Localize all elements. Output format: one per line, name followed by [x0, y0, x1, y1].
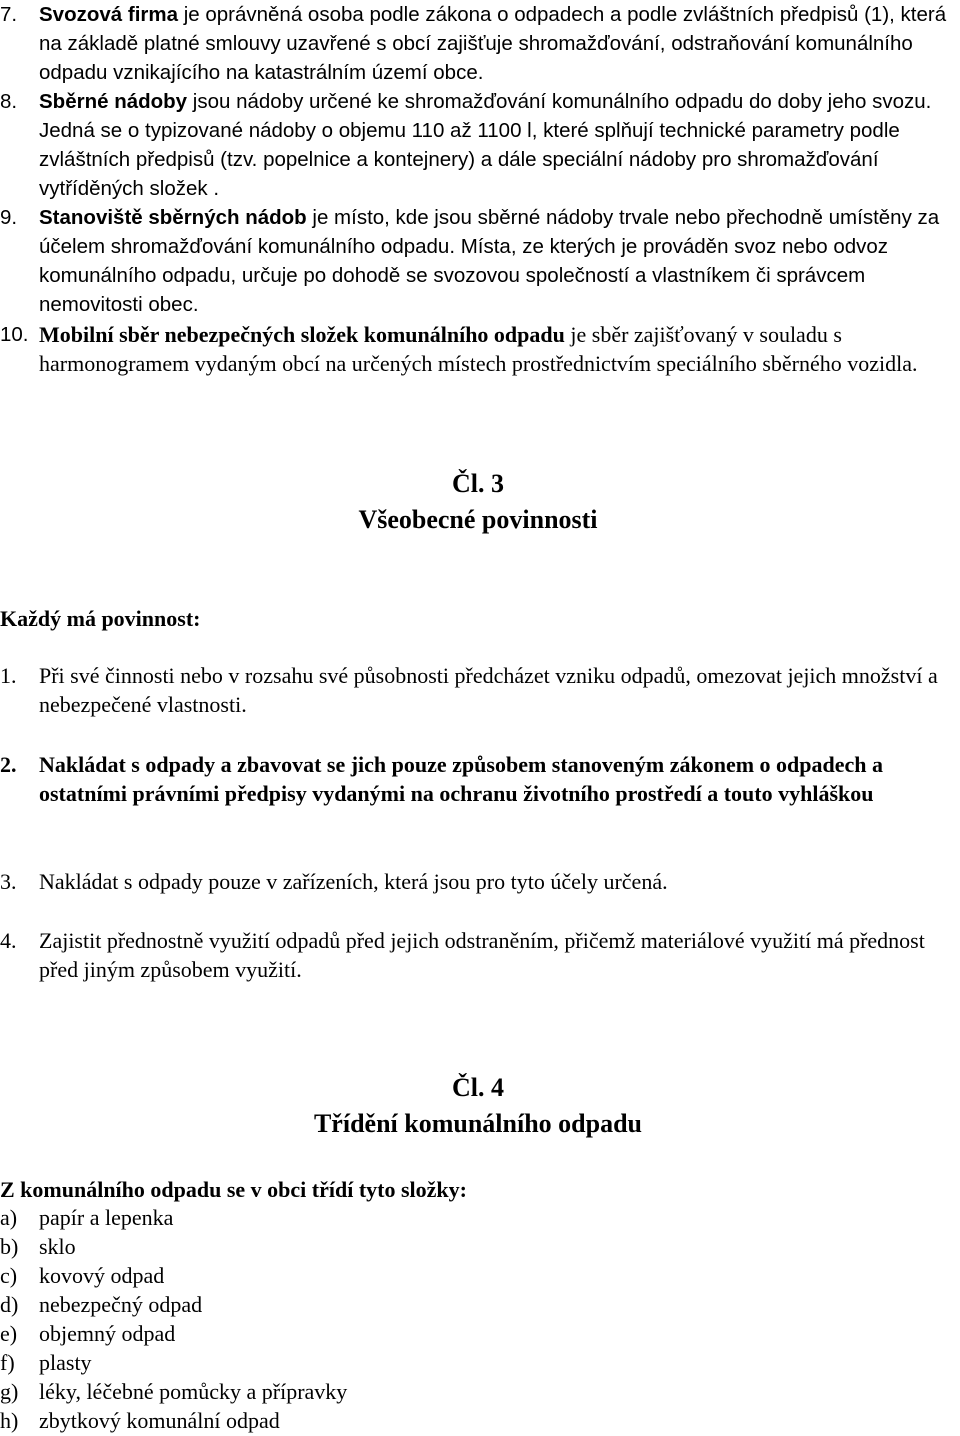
list-item: [0, 1290, 956, 1319]
duty-number: 2.: [0, 752, 17, 777]
list-text: plasty: [39, 1350, 92, 1375]
list-item: [0, 1348, 956, 1377]
subheading-text: Z komunálního odpadu se v obci třídí tyto složky:: [0, 1177, 467, 1202]
list-text: nebezpečný odpad: [39, 1292, 203, 1317]
definition-text: je sběr zajišťovaný v souladu s harmonogramem vydaným obcí na určených místech prostřednictvím speciálního sběrného vozidla.: [39, 322, 918, 376]
definition-7: [0, 0, 956, 87]
definition-9: [0, 203, 956, 319]
definition-number: 8.: [0, 90, 18, 113]
article-4-number: Čl. 4: [452, 1073, 504, 1102]
duty-2: [0, 750, 956, 808]
list-item: [0, 1319, 956, 1348]
article-3-number: Čl. 3: [452, 469, 504, 498]
list-letter: g): [0, 1379, 19, 1404]
definition-10: [0, 320, 956, 378]
list-item: [0, 1232, 956, 1261]
list-letter: d): [0, 1292, 19, 1317]
article-3-subheading: [0, 604, 956, 633]
list-letter: c): [0, 1263, 18, 1288]
list-item: [0, 1261, 956, 1290]
list-item: [0, 1406, 956, 1435]
list-text: sklo: [39, 1234, 76, 1259]
article-3-title: Všeobecné povinnosti: [358, 505, 598, 534]
list-text: objemný odpad: [39, 1321, 176, 1346]
article-4-title: Třídění komunálního odpadu: [313, 1109, 643, 1138]
definition-term: Sběrné nádoby: [39, 90, 188, 113]
duty-number: 3.: [0, 869, 17, 894]
definition-8: [0, 87, 956, 203]
duty-number: 4.: [0, 928, 17, 953]
list-item: [0, 1203, 956, 1232]
list-letter: e): [0, 1321, 18, 1346]
duty-text: Zajistit přednostně využití odpadů před jejich odstraněním, přičemž materiálové využití má přednost před jiným způsobem využití.: [39, 928, 925, 982]
definition-text: je místo, kde jsou sběrné nádoby trvale nebo přechodně umístěny za účelem shromažďování komunálního odpadu. Místa, ze kterých je prováděn svoz nebo odvoz komunálního odpadu, určuje po dohodě se svozovou společností a vlastníkem či správcem nemovitosti obec.: [39, 206, 940, 316]
definition-number: 9.: [0, 206, 18, 229]
duty-text: Nakládat s odpady pouze v zařízeních, která jsou pro tyto účely určená.: [39, 869, 668, 894]
definition-text: je oprávněná osoba podle zákona o odpadech a podle zvláštních předpisů (1), která na základě platné smlouvy uzavřené s obcí zajišťuje shromažďování, odstraňování komunálního odpadu vznikajícího na katastrálním území obce.: [39, 3, 947, 84]
duty-number: 1.: [0, 663, 17, 688]
definition-number: 7.: [0, 3, 18, 26]
list-item: [0, 1377, 956, 1406]
list-text: léky, léčebné pomůcky a přípravky: [39, 1379, 348, 1404]
definition-text: jsou nádoby určené ke shromažďování komunálního odpadu do doby jeho svozu. Jedná se o typizované nádoby o objemu 110 až 1100 l, které splňují technické parametry podle zvláštních předpisů (tzv. popelnice a kontejnery) a dále speciální nádoby pro shromažďování vytříděných složek .: [39, 90, 932, 200]
list-letter: f): [0, 1350, 15, 1375]
list-letter: a): [0, 1205, 18, 1230]
duty-4: [0, 926, 956, 984]
duty-text: Při své činnosti nebo v rozsahu své působnosti předcházet vzniku odpadů, omezovat jejich množství a nebezpečené vlastnosti.: [39, 663, 938, 717]
article-4-subheading: [0, 1175, 956, 1204]
list-letter: h): [0, 1408, 19, 1433]
duty-1: [0, 661, 956, 719]
definition-term: Stanoviště sběrných nádob: [39, 206, 307, 229]
list-letter: b): [0, 1234, 19, 1259]
definition-term: Mobilní sběr nebezpečných složek komunálního odpadu: [39, 322, 565, 347]
definition-term: Svozová firma: [39, 3, 178, 26]
list-text: papír a lepenka: [39, 1205, 174, 1230]
list-text: zbytkový komunální odpad: [39, 1408, 280, 1433]
duty-3: [0, 867, 956, 896]
duty-text: Nakládat s odpady a zbavovat se jich pouze způsobem stanoveným zákonem o odpadech a ostatními právními předpisy vydanými na ochranu životního prostředí a touto vyhláškou: [39, 752, 884, 806]
subheading-text: Každý má povinnost:: [0, 606, 201, 631]
list-text: kovový odpad: [39, 1263, 165, 1288]
definition-number: 10.: [0, 323, 29, 346]
components-list: [0, 1203, 956, 1435]
